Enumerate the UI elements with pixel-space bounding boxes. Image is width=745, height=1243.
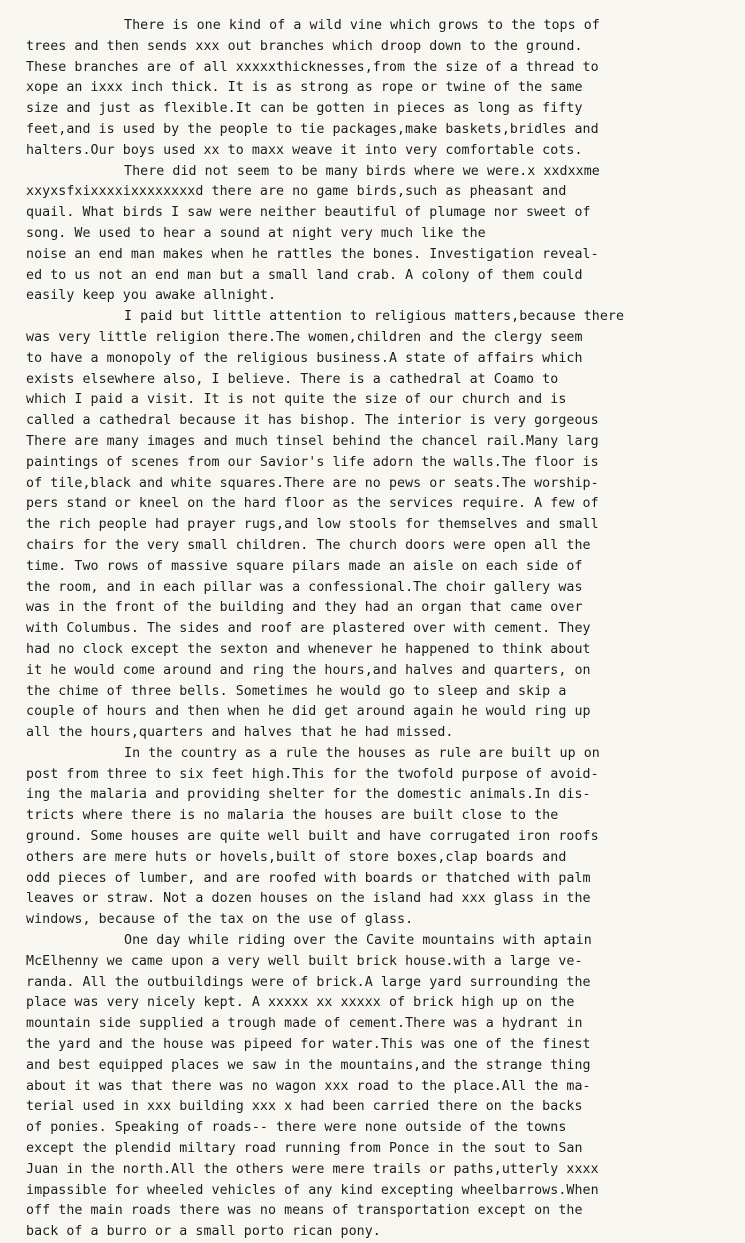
typed-text-body [26,16,730,1243]
text-line: except the plendid miltary road running from Ponce in the sout to San [26,1141,583,1157]
text-line: size and just as flexible.It can be gotten in pieces as long as fifty [26,101,583,117]
text-line: pers stand or kneel on the hard floor as the services require. A few of [26,496,599,512]
text-line: quail. What birds I saw were neither beautiful of plumage nor sweet of [26,205,591,221]
text-line: of tile,black and white squares.There are no pews or seats.The worship- [26,475,599,491]
text-line: which I paid a visit. It is not quite the size of our church and is [26,392,567,408]
text-line: These branches are of all xxxxxthicknesses,from the size of a thread to [26,59,599,75]
text-line: had no clock except the sexton and whenever he happened to think about [26,641,591,657]
paragraph-first-line: In the country as a rule the houses as rule are built up on [124,745,600,761]
text-line: easily keep you awake allnight. [26,288,277,304]
text-line: was very little religion there.The women,children and the clergy seem [26,329,583,345]
paragraph-first-line: I paid but little attention to religious matters,because there [124,309,625,325]
text-line: with Columbus. The sides and roof are plastered over with cement. They [26,621,591,637]
text-line: back of a burro or a small porto rican pony. [26,1224,381,1240]
text-line: tricts where there is no malaria the houses are built close to the [26,808,559,824]
text-line: ed to us not an end man but a small land crab. A colony of them could [26,267,583,283]
paragraph-first-line: One day while riding over the Cavite mountains with aptain [124,933,592,949]
text-line: noise an end man makes when he rattles the bones. Investigation reveal- [26,246,599,262]
text-line: mountain side supplied a trough made of cement.There was a hydrant in [26,1016,583,1032]
text-line: leaves or straw. Not a dozen houses on the island had xxx glass in the [26,891,591,907]
text-line: to have a monopoly of the religious business.A state of affairs which [26,350,583,366]
text-line: post from three to six feet high.This for the twofold purpose of avoid- [26,766,599,782]
text-line: of ponies. Speaking of roads-- there were none outside of the towns [26,1120,567,1136]
text-line: the rich people had prayer rugs,and low stools for themselves and small [26,517,599,533]
text-line: others are mere huts or hovels,built of store boxes,clap boards and [26,849,567,865]
text-line: impassible for wheeled vehicles of any kind excepting wheelbarrows.When [26,1182,599,1198]
text-line: halters.Our boys used xx to maxx weave it into very comfortable cots. [26,142,583,158]
text-line: Juan in the north.All the others were mere trails or paths,utterly xxxx [26,1161,599,1177]
text-line: time. Two rows of massive square pilars made an aisle on each side of [26,558,583,574]
text-line: There are many images and much tinsel behind the chancel rail.Many larg [26,433,599,449]
text-line: feet,and is used by the people to tie packages,make baskets,bridles and [26,121,599,137]
text-line: McElhenny we came upon a very well built brick house.with a large ve- [26,953,583,969]
text-line: paintings of scenes from our Savior's life adorn the walls.The floor is [26,454,599,470]
text-line: place was very nicely kept. A xxxxx xx xxxxx of brick high up on the [26,995,575,1011]
text-line: and best equipped places we saw in the mountains,and the strange thing [26,1057,591,1073]
paragraph-first-line: There is one kind of a wild vine which grows to the tops of [124,18,600,33]
text-line: xxyxsfxixxxxixxxxxxxxd there are no game birds,such as pheasant and [26,184,567,200]
paragraph-first-line: There did not seem to be many birds where we were.x xxdxxme [124,163,600,179]
text-line: trees and then sends xxx out branches which droop down to the ground. [26,38,583,54]
text-line: exists elsewhere also, I believe. There is a cathedral at Coamo to [26,371,559,387]
text-line: xope an ixxx inch thick. It is as strong as rope or twine of the same [26,80,583,96]
text-line: it he would come around and ring the hours,and halves and quarters, on [26,662,591,678]
text-line: the room, and in each pillar was a confessional.The choir gallery was [26,579,583,595]
text-line: couple of hours and then when he did get around again he would ring up [26,704,591,720]
text-line: was in the front of the building and they had an organ that came over [26,600,583,616]
text-line: odd pieces of lumber, and are roofed with boards or thatched with palm [26,870,591,886]
text-line: windows, because of the tax on the use of glass. [26,912,414,928]
text-line: the chime of three bells. Sometimes he would go to sleep and skip a [26,683,567,699]
text-line: randa. All the outbuildings were of brick.A large yard surrounding the [26,974,591,990]
text-line: called a cathedral because it has bishop. The interior is very gorgeous [26,413,599,429]
text-line: terial used in xxx building xxx x had been carried there on the backs [26,1099,583,1115]
text-line: song. We used to hear a sound at night very much like the [26,225,486,241]
text-line: chairs for the very small children. The church doors were open all the [26,537,591,553]
text-line: ing the malaria and providing shelter for the domestic animals.In dis- [26,787,591,803]
text-line: off the main roads there was no means of transportation except on the [26,1203,583,1219]
text-line: all the hours,quarters and halves that he had missed. [26,725,454,741]
text-line: ground. Some houses are quite well built and have corrugated iron roofs [26,829,599,845]
text-line: the yard and the house was pipeed for water.This was one of the finest [26,1037,591,1053]
text-line: about it was that there was no wagon xxx road to the place.All the ma- [26,1078,591,1094]
